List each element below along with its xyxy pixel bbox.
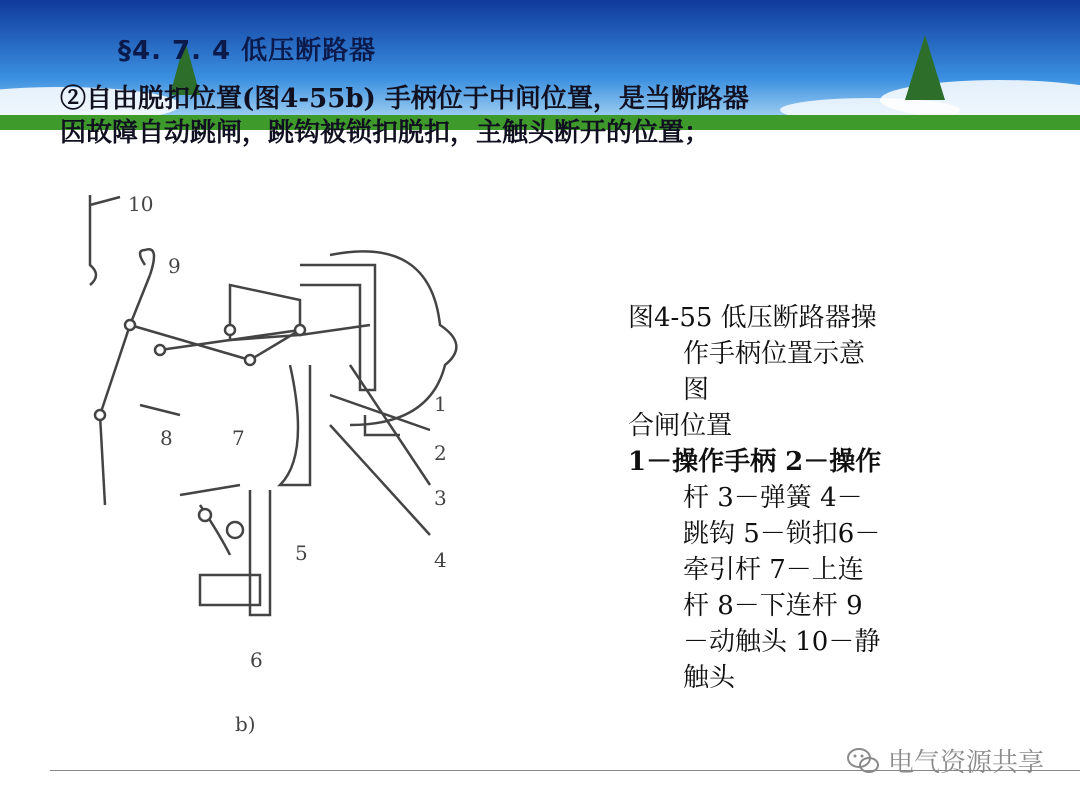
intro-line-1: ②自由脱扣位置(图4-55b) 手柄位于中间位置，是当断路器 — [60, 84, 749, 114]
label-10: 10 — [128, 192, 154, 216]
caption-line-1: 图4-55 低压断路器操 — [628, 303, 877, 333]
figure-caption — [628, 300, 928, 696]
label-5: 5 — [295, 541, 308, 565]
caption-line-6: 杆 3－弹簧 4－ — [683, 483, 863, 513]
caption-line-5: 1－操作手柄 2－操作 — [628, 447, 882, 477]
caption-line-7: 跳钩 5－锁扣6－ — [683, 519, 881, 549]
label-8: 8 — [160, 426, 173, 450]
caption-line-9: 杆 8－下连杆 9 — [683, 591, 863, 621]
watermark-text: 电气资源共享 — [887, 748, 1044, 778]
intro-text — [60, 82, 860, 150]
label-4: 4 — [434, 548, 447, 572]
section-heading: §4. 7. 4 低压断路器 — [118, 36, 377, 66]
label-7: 7 — [232, 426, 245, 450]
breaker-figure — [50, 175, 490, 755]
label-2: 2 — [434, 441, 447, 465]
wechat-icon — [846, 746, 880, 776]
label-9: 9 — [168, 254, 181, 278]
label-3: 3 — [434, 486, 447, 510]
label-6: 6 — [250, 648, 263, 672]
caption-line-8: 牵引杆 7－上连 — [683, 555, 864, 585]
mechanism-diagram — [50, 175, 490, 755]
caption-line-3: 图 — [683, 375, 710, 405]
caption-line-2: 作手柄位置示意 — [683, 339, 866, 369]
caption-line-10: －动触头 10－静 — [683, 627, 881, 657]
caption-line-11: 触头 — [683, 663, 736, 693]
figure-sublabel: b) — [235, 712, 256, 736]
label-1: 1 — [434, 392, 447, 416]
watermark — [846, 742, 1044, 779]
caption-line-4: 合闸位置 — [628, 411, 733, 441]
intro-line-2: 因故障自动跳闸，跳钩被锁扣脱扣，主触头断开的位置； — [60, 118, 711, 148]
